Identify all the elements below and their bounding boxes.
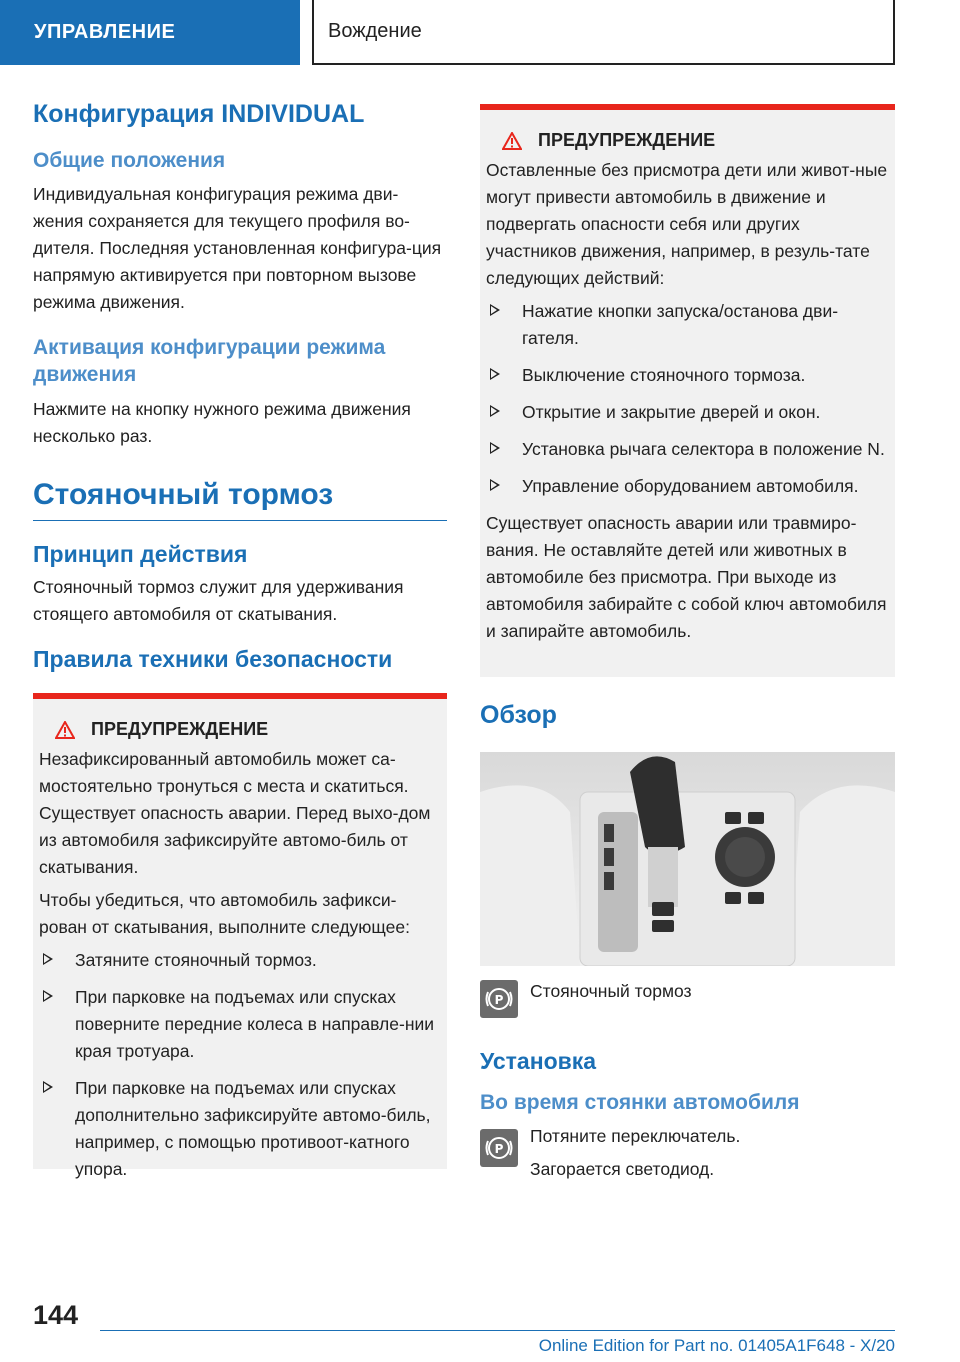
bullet-triangle-icon [490,304,500,316]
left-column [33,100,447,1179]
parking-brake-icon [480,1129,518,1167]
photo-caption: Стояночный тормоз [530,981,692,1001]
warning-header [39,719,441,740]
parking-brake-icon [480,980,518,1018]
right-column [480,104,895,1183]
heading-overview: Обзор [480,701,557,729]
paragraph-general: Индивидуальная конфигурация режима дви-жения сохраняется для текущего профиля во-дителя. Последняя установленная конфигура-ция напрямую активируется при повторном вызове режима движения. [33,184,442,312]
warning-list [486,298,889,500]
warning-paragraph-1: Незафиксированный автомобиль может са-мостоятельно тронуться с места и скатиться. Существует опасность аварии. Перед выхо-дом из автомобиля зафиксируйте автомо-биль от скатывания. [39,749,431,877]
list-item: Нажатие кнопки запуска/останова дви-гателя. [486,298,889,352]
section-tab: УПРАВЛЕНИЕ [0,0,300,65]
warning-box-right [480,104,895,677]
warning-title: ПРЕДУПРЕЖДЕНИЕ [538,130,716,150]
heading-activation: Активация конфигурации режима движения [33,336,386,386]
step-text [530,1123,740,1183]
bullet-triangle-icon [490,442,500,454]
warning-box-left [33,693,447,1179]
chapter-title: Вождение [312,0,895,65]
list-item: Установка рычага селектора в положение N. [486,436,889,463]
bullet-triangle-icon [490,479,500,491]
bullet-triangle-icon [490,368,500,380]
heading-general: Общие положения [33,149,226,172]
list-item: Выключение стояночного тормоза. [486,362,889,389]
heading-individual: Конфигурация INDIVIDUAL [33,100,365,128]
warning-triangle-icon [55,721,75,739]
heading-principle: Принцип действия [33,541,248,567]
step-2: Загорается светодиод. [530,1159,715,1179]
list-item: При парковке на подъемах или спусках дополнительно зафиксируйте автомо-биль, например, с помощью противоот-катного упора. [39,1075,441,1183]
parking-brake-photo [480,752,895,966]
footer-divider [100,1330,895,1331]
paragraph-principle: Стояночный тормоз служит для удерживания стоящего автомобиля от скатывания. [33,577,404,624]
svg-text:P: P [494,993,504,1007]
heading-during-parking: Во время стоянки автомобиля [480,1091,800,1114]
heading-setting: Установка [480,1048,597,1074]
bullet-triangle-icon [43,990,53,1002]
paragraph-activation: Нажмите на кнопку нужного режима движения несколько раз. [33,399,411,446]
page-number: 144 [33,1300,79,1330]
step-row [480,1123,895,1183]
bullet-triangle-icon [43,1081,53,1093]
center-console-image [480,752,895,966]
svg-text:P: P [494,1142,504,1156]
warning-paragraph-2: Существует опасность аварии или травмиро-вания. Не оставляйте детей или животных в автомобиле без присмотра. При выходе из автомобиля забирайте с собой ключ автомобиля и запирайте автомобиль. [486,513,887,641]
list-item: При парковке на подъемах или спусках поверните передние колеса в направле-нии края тротуара. [39,984,441,1065]
footer-edition: Online Edition for Part no. 01405A1F648 - X/20 [538,1336,895,1355]
caption-row [480,980,895,1018]
list-item: Затяните стояночный тормоз. [39,947,441,974]
warning-paragraph-2: Чтобы убедиться, что автомобиль зафикси-рован от скатывания, выполните следующее: [39,890,410,937]
heading-parking-brake: Стояночный тормоз [33,478,334,511]
bullet-triangle-icon [490,405,500,417]
list-item: Управление оборудованием автомобиля. [486,473,889,500]
warning-title: ПРЕДУПРЕЖДЕНИЕ [91,719,269,739]
list-item: Открытие и закрытие дверей и окон. [486,399,889,426]
chapter-heading-block [33,478,447,521]
warning-header [486,130,889,151]
warning-paragraph-1: Оставленные без присмотра дети или живот-ные могут привести автомобиль в движение и подвергать опасности себя или других участников движения, например, в резуль-тате следующих действий: [486,160,888,288]
warning-triangle-icon [502,132,522,150]
step-1: Потяните переключатель. [530,1126,741,1146]
heading-safety: Правила техники безопасности [33,646,393,672]
warning-list [39,947,441,1183]
bullet-triangle-icon [43,953,53,965]
